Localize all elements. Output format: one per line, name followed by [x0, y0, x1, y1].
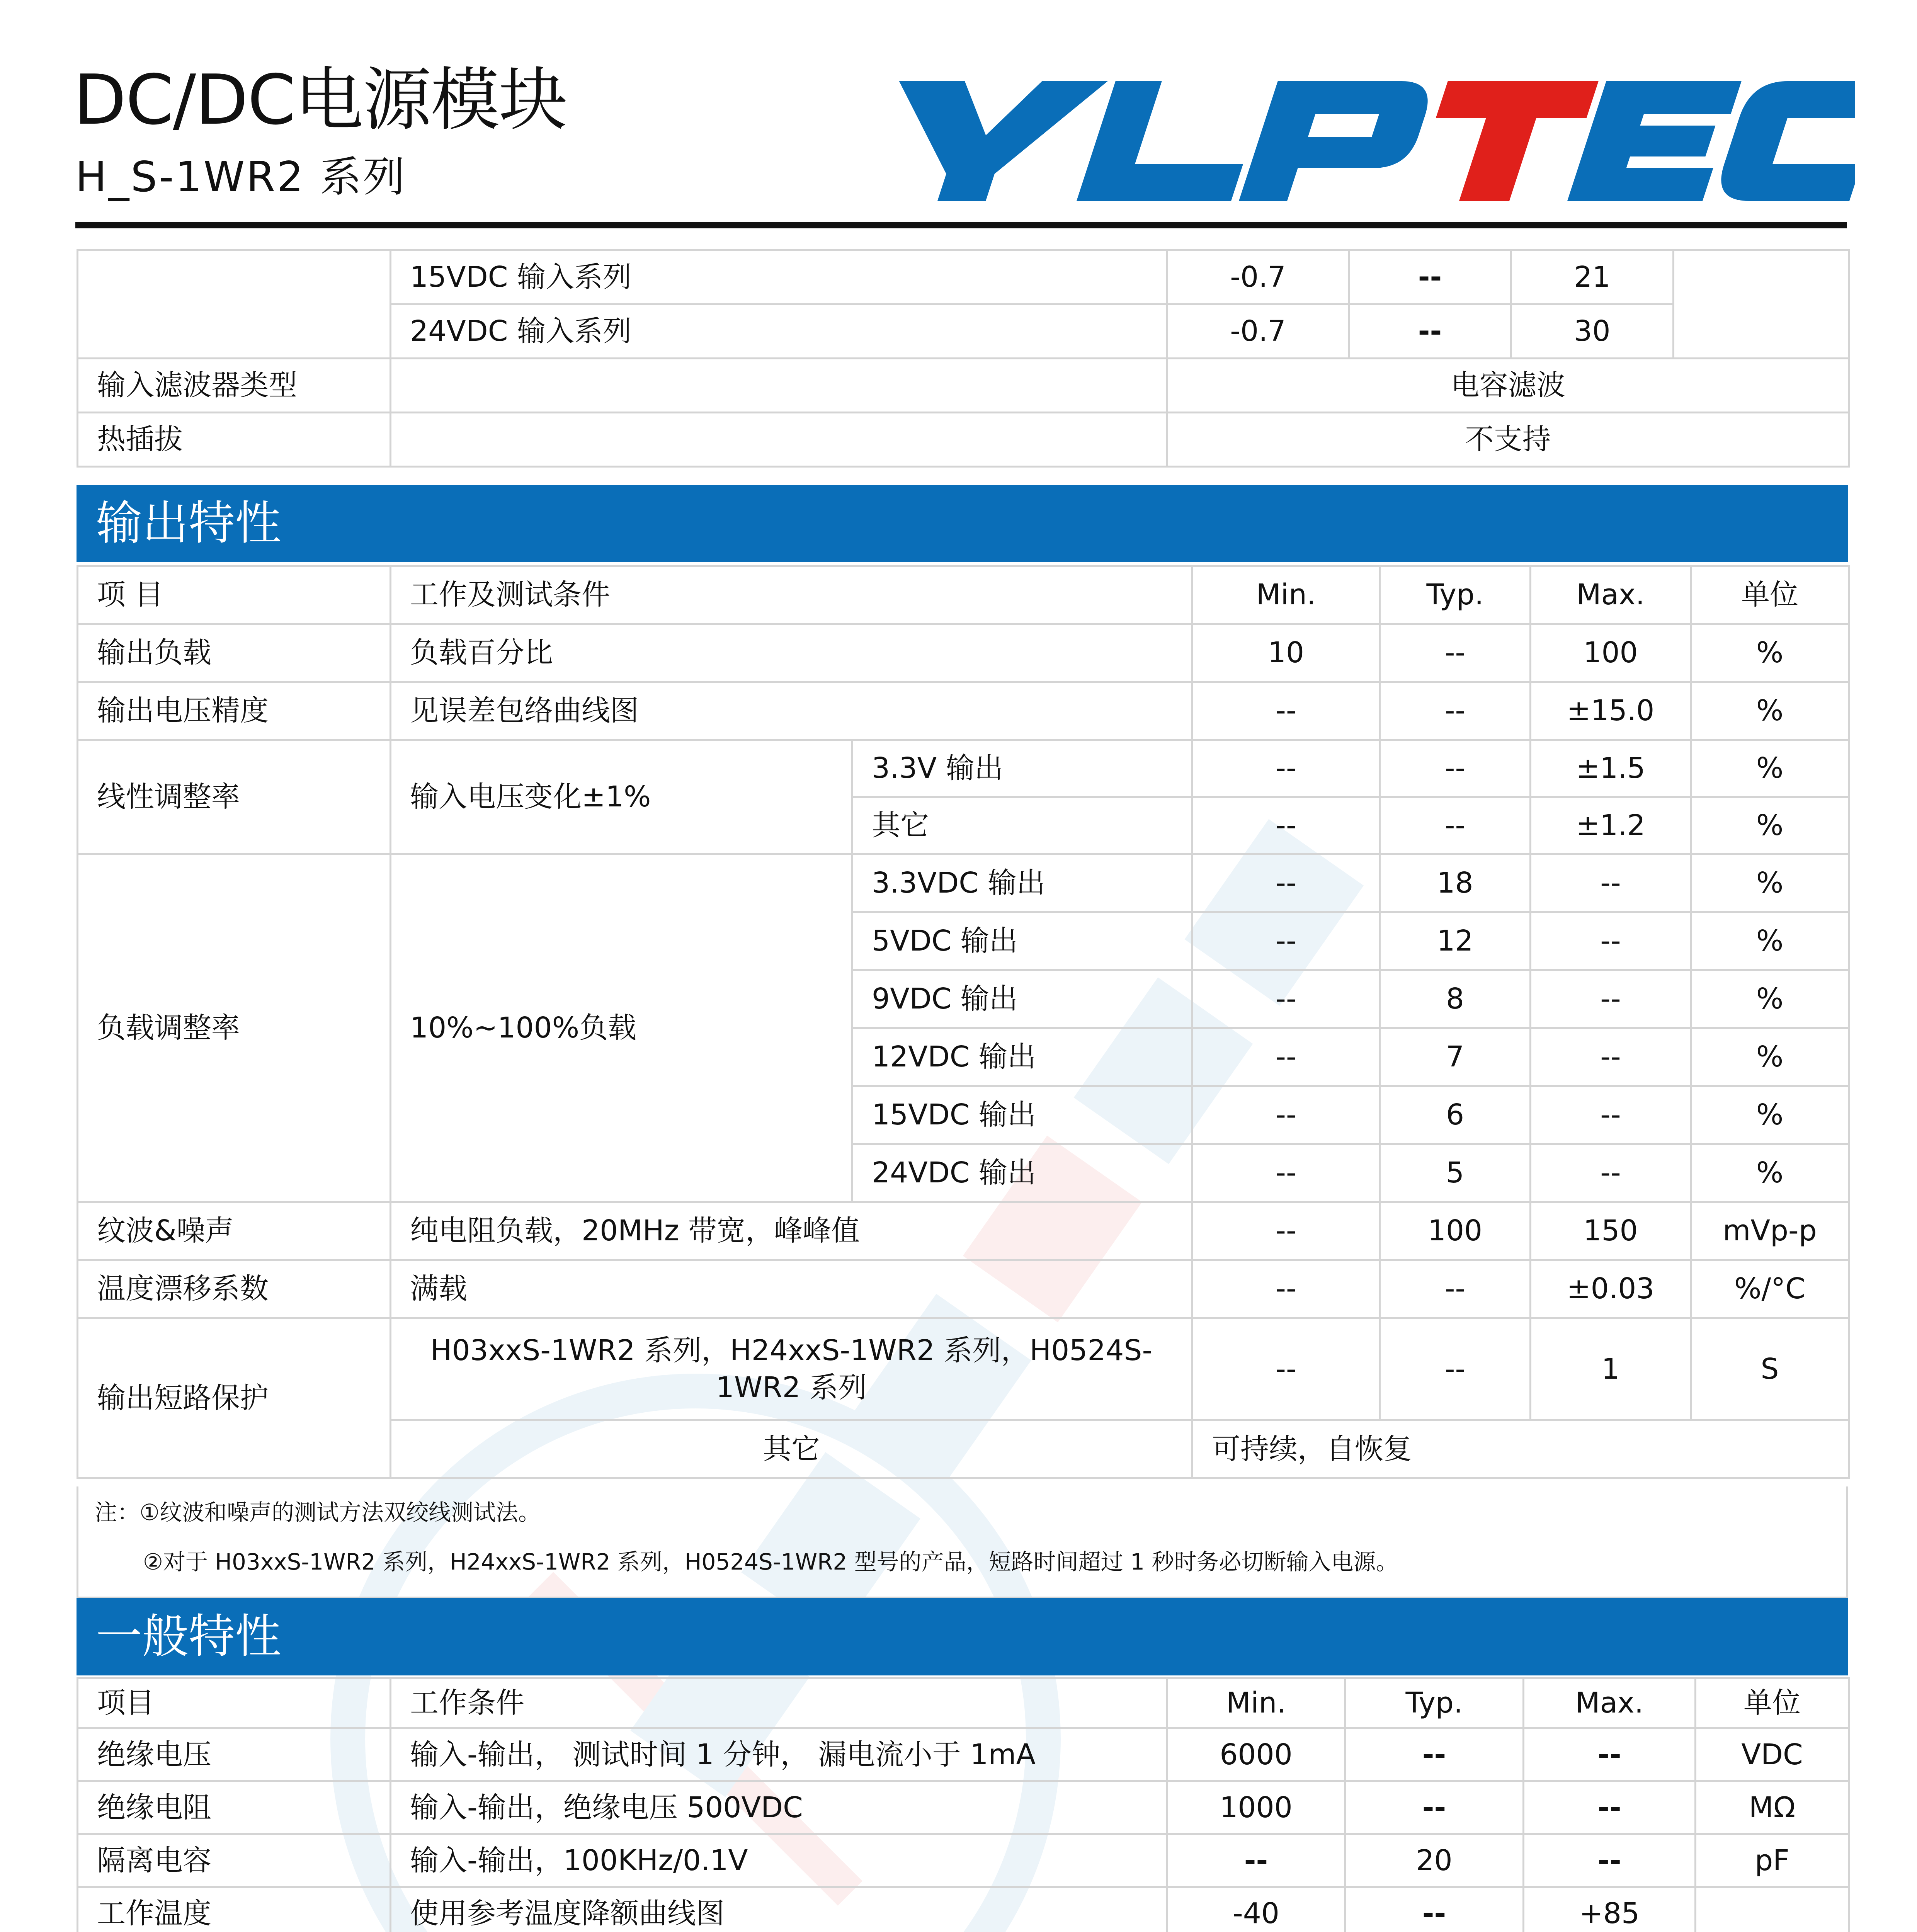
- cell-max: ±15.0: [1531, 682, 1691, 740]
- cell-max: --: [1531, 912, 1691, 970]
- cell-typ: --: [1349, 304, 1511, 359]
- empty-cell: [391, 413, 1167, 467]
- cell-max: 1: [1531, 1318, 1691, 1420]
- cell-item: 绝缘电压: [78, 1728, 391, 1781]
- col-header-cond: 工作条件: [391, 1678, 1167, 1728]
- cell-min: -40: [1167, 1887, 1345, 1932]
- cell-unit: %: [1691, 624, 1849, 682]
- cell-max: --: [1531, 1028, 1691, 1086]
- table-row: [78, 1318, 1849, 1420]
- cell-min: 1000: [1167, 1781, 1345, 1834]
- cell-sub: 5VDC 输出: [852, 912, 1192, 970]
- table-row: [78, 1781, 1849, 1834]
- table-row: [78, 1834, 1849, 1887]
- section-title-output: 输出特性: [77, 485, 1848, 562]
- cell-item: 输出电压精度: [78, 682, 391, 740]
- cell-min: -0.7: [1167, 304, 1349, 359]
- cell-max: ±1.2: [1531, 797, 1691, 854]
- cell-typ: 18: [1380, 854, 1531, 912]
- cell-value: 不支持: [1167, 413, 1849, 467]
- series-subtitle: H_S-1WR2 系列: [75, 153, 407, 201]
- cell-min: --: [1192, 1202, 1380, 1260]
- cell-unit: %: [1691, 854, 1849, 912]
- cell-cond: 其它: [391, 1420, 1192, 1478]
- cell-sub: 15VDC 输出: [852, 1086, 1192, 1144]
- cell-typ: --: [1345, 1887, 1524, 1932]
- cell-cond: 输入电压变化±1%: [391, 740, 852, 854]
- cell-item: 输出负载: [78, 624, 391, 682]
- cell-cond: 输入-输出，绝缘电压 500VDC: [391, 1781, 1167, 1834]
- cell-cond: 输入-输出， 测试时间 1 分钟， 漏电流小于 1mA: [391, 1728, 1167, 1781]
- cell-min: --: [1192, 682, 1380, 740]
- cell-item: 输出短路保护: [78, 1318, 391, 1478]
- cell-cond: 10%~100%负载: [391, 854, 852, 1202]
- table-row: [78, 359, 1849, 413]
- input-characteristics-continued: [77, 249, 1850, 468]
- empty-cell: [78, 250, 391, 359]
- cell-cond: 输入-输出，100KHz/0.1V: [391, 1834, 1167, 1887]
- cell-max: 100: [1531, 624, 1691, 682]
- table-row: [78, 413, 1849, 467]
- cell-sub: 3.3VDC 输出: [852, 854, 1192, 912]
- cell-unit: %: [1691, 1086, 1849, 1144]
- cell-max: --: [1524, 1781, 1696, 1834]
- cell-typ: 5: [1380, 1144, 1531, 1202]
- cell-cond: 负载百分比: [391, 624, 1192, 682]
- cell-unit: %: [1691, 970, 1849, 1028]
- note-1: 注：①纹波和噪声的测试方法双绞线测试法。: [95, 1499, 541, 1526]
- cell-max: --: [1524, 1834, 1696, 1887]
- cell-min: --: [1192, 912, 1380, 970]
- cell-max: --: [1531, 970, 1691, 1028]
- table-row: [78, 854, 1849, 912]
- cell-sub: 9VDC 输出: [852, 970, 1192, 1028]
- cell-value: 可持续，自恢复: [1192, 1420, 1849, 1478]
- cell-item: 工作温度: [78, 1887, 391, 1932]
- cell-typ: --: [1345, 1781, 1524, 1834]
- cell-min: --: [1192, 970, 1380, 1028]
- cell-unit: pF: [1696, 1834, 1849, 1887]
- table-header-row: [78, 1678, 1849, 1728]
- cell-sub: 3.3V 输出: [852, 740, 1192, 797]
- col-header-typ: Typ.: [1380, 566, 1531, 624]
- cell-min: --: [1167, 1834, 1345, 1887]
- section-title-general: 一般特性: [77, 1598, 1848, 1675]
- cell-unit: %: [1691, 1144, 1849, 1202]
- col-header-unit: 单位: [1691, 566, 1849, 624]
- cell-max: ±0.03: [1531, 1260, 1691, 1318]
- cell-typ: 12: [1380, 912, 1531, 970]
- table-row: [78, 682, 1849, 740]
- cell-max: ±1.5: [1531, 740, 1691, 797]
- cell-unit: VDC: [1696, 1728, 1849, 1781]
- col-header-min: Min.: [1167, 1678, 1345, 1728]
- page-title: DC/DC电源模块: [73, 60, 567, 140]
- cell-unit: %: [1691, 1028, 1849, 1086]
- cell-item: 线性调整率: [78, 740, 391, 854]
- cell-min: --: [1192, 854, 1380, 912]
- cell-max: --: [1531, 1086, 1691, 1144]
- cell-min: --: [1192, 797, 1380, 854]
- cell-typ: 100: [1380, 1202, 1531, 1260]
- note-2: ②对于 H03xxS-1WR2 系列，H24xxS-1WR2 系列，H0524S-1WR2 型号的产品，短路时间超过 1 秒时务必切断输入电源。: [143, 1549, 1398, 1575]
- cell-typ: --: [1380, 740, 1531, 797]
- cell-max: +85: [1524, 1887, 1696, 1932]
- cell-unit: %: [1691, 682, 1849, 740]
- cell-cond: 见误差包络曲线图: [391, 682, 1192, 740]
- cell-item: 输入滤波器类型: [78, 359, 391, 413]
- cell-min: 6000: [1167, 1728, 1345, 1781]
- cell-max: 21: [1511, 250, 1674, 304]
- cell-unit: %: [1691, 797, 1849, 854]
- empty-cell: [1674, 250, 1849, 359]
- cell-typ: --: [1380, 1318, 1531, 1420]
- cell-max: 30: [1511, 304, 1674, 359]
- cell-min: --: [1192, 1086, 1380, 1144]
- cell-sub: 12VDC 输出: [852, 1028, 1192, 1086]
- cell-max: --: [1531, 854, 1691, 912]
- cell-cond: 满载: [391, 1260, 1192, 1318]
- cell-value: 电容滤波: [1167, 359, 1849, 413]
- cell-item: 绝缘电阻: [78, 1781, 391, 1834]
- cell-cond: 24VDC 输入系列: [391, 304, 1167, 359]
- col-header-max: Max.: [1524, 1678, 1696, 1728]
- cell-unit: mVp-p: [1691, 1202, 1849, 1260]
- cell-sub: 其它: [852, 797, 1192, 854]
- cell-cond: 纯电阻负载，20MHz 带宽，峰峰值: [391, 1202, 1192, 1260]
- col-header-min: Min.: [1192, 566, 1380, 624]
- cell-typ: --: [1380, 682, 1531, 740]
- cell-min: --: [1192, 740, 1380, 797]
- col-header-item: 项 目: [78, 566, 391, 624]
- table-row: [78, 1260, 1849, 1318]
- cell-min: -0.7: [1167, 250, 1349, 304]
- cell-typ: --: [1345, 1728, 1524, 1781]
- table-row: [78, 1887, 1849, 1932]
- cell-typ: --: [1380, 797, 1531, 854]
- cell-min: --: [1192, 1028, 1380, 1086]
- cell-unit: S: [1691, 1318, 1849, 1420]
- table-header-row: [78, 566, 1849, 624]
- cell-typ: 7: [1380, 1028, 1531, 1086]
- cell-unit: %/°C: [1691, 1260, 1849, 1318]
- cell-typ: --: [1380, 624, 1531, 682]
- cell-cond: H03xxS-1WR2 系列，H24xxS-1WR2 系列，H0524S-1WR2 系列: [391, 1318, 1192, 1420]
- cell-max: 150: [1531, 1202, 1691, 1260]
- cell-unit: [1696, 1887, 1849, 1932]
- col-header-unit: 单位: [1696, 1678, 1849, 1728]
- ylptec-logo: [850, 77, 1855, 205]
- empty-cell: [391, 359, 1167, 413]
- col-header-item: 项目: [78, 1678, 391, 1728]
- cell-unit: %: [1691, 912, 1849, 970]
- table-row: [78, 624, 1849, 682]
- cell-typ: 8: [1380, 970, 1531, 1028]
- col-header-typ: Typ.: [1345, 1678, 1524, 1728]
- table-row: [78, 1202, 1849, 1260]
- cell-item: 温度漂移系数: [78, 1260, 391, 1318]
- cell-min: 10: [1192, 624, 1380, 682]
- cell-unit: MΩ: [1696, 1781, 1849, 1834]
- col-header-max: Max.: [1531, 566, 1691, 624]
- cell-item: 隔离电容: [78, 1834, 391, 1887]
- cell-min: --: [1192, 1260, 1380, 1318]
- cell-max: --: [1524, 1728, 1696, 1781]
- general-characteristics-table: [77, 1677, 1850, 1932]
- cell-typ: --: [1349, 250, 1511, 304]
- table-row: [78, 250, 1849, 304]
- cell-typ: 20: [1345, 1834, 1524, 1887]
- table-row: [78, 740, 1849, 797]
- cell-item: 热插拔: [78, 413, 391, 467]
- cell-min: --: [1192, 1318, 1380, 1420]
- cell-item: 纹波&噪声: [78, 1202, 391, 1260]
- col-header-cond: 工作及测试条件: [391, 566, 1192, 624]
- cell-sub: 24VDC 输出: [852, 1144, 1192, 1202]
- cell-unit: %: [1691, 740, 1849, 797]
- cell-min: --: [1192, 1144, 1380, 1202]
- header-rule: [75, 222, 1847, 228]
- cell-item: 负载调整率: [78, 854, 391, 1202]
- output-characteristics-table: [77, 565, 1850, 1479]
- cell-cond: 15VDC 输入系列: [391, 250, 1167, 304]
- cell-typ: 6: [1380, 1086, 1531, 1144]
- cell-max: --: [1531, 1144, 1691, 1202]
- cell-typ: --: [1380, 1260, 1531, 1318]
- cell-cond: 使用参考温度降额曲线图: [391, 1887, 1167, 1932]
- table-row: [78, 1728, 1849, 1781]
